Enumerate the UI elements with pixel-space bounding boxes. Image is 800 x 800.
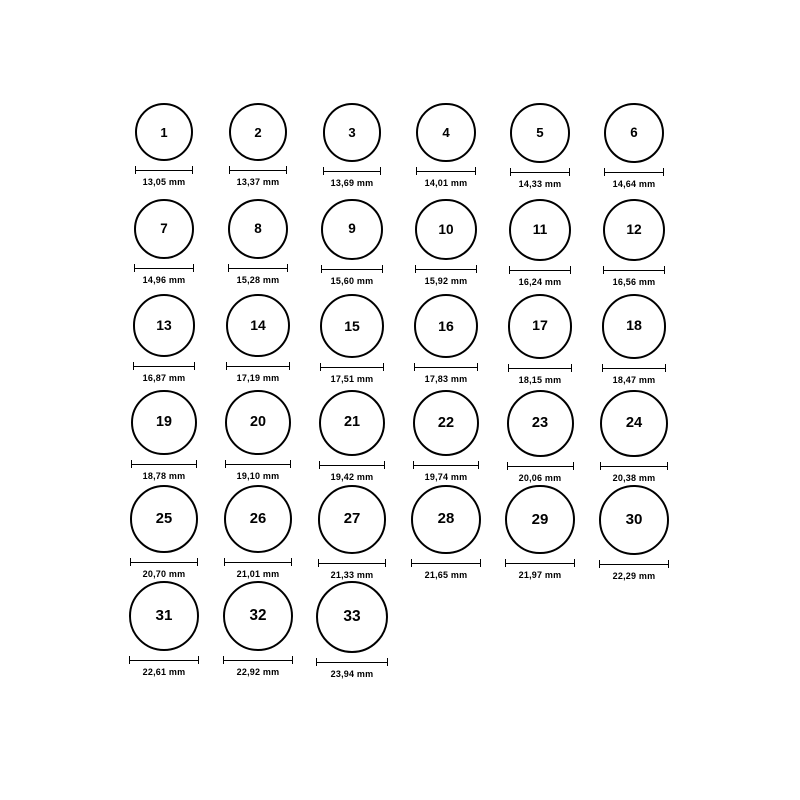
dimension-cap-right [665, 364, 666, 372]
ring-circle [508, 294, 573, 359]
dimension-line [415, 265, 477, 273]
dimension-line-bar [129, 660, 199, 661]
diameter-label: 17,19 mm [236, 373, 280, 384]
dimension-line-bar [133, 366, 196, 367]
dimension-line [225, 460, 291, 468]
dimension-cap-left [131, 460, 132, 468]
ring-size-item [589, 103, 679, 189]
dimension-cap-right [383, 363, 384, 371]
ring-circle [510, 103, 570, 163]
dimension-cap-left [316, 658, 317, 666]
dimension-line-bar [130, 562, 198, 563]
dimension-cap-left [133, 362, 134, 370]
ring-circle [229, 103, 287, 161]
ring-size-item [495, 485, 585, 580]
dimension-line-bar [226, 366, 289, 367]
dimension-cap-left [602, 364, 603, 372]
ring-circle [129, 581, 199, 651]
dimension-cap-right [194, 362, 195, 370]
dimension-line [321, 265, 382, 273]
ring-size-item [119, 103, 209, 187]
diameter-label: 21,01 mm [236, 569, 280, 580]
dimension-line [509, 266, 571, 274]
ring-circle [414, 294, 478, 358]
ring-circle [415, 199, 477, 261]
dimension-cap-left [413, 461, 414, 469]
dimension-cap-right [667, 462, 668, 470]
dimension-cap-right [385, 559, 386, 567]
dimension-line-bar [603, 270, 666, 271]
diameter-label: 20,70 mm [142, 568, 186, 579]
dimension-cap-right [290, 460, 291, 468]
dimension-line-bar [316, 662, 388, 663]
diameter-label: 16,87 mm [142, 372, 186, 383]
diameter-label: 17,83 mm [424, 374, 468, 385]
ring-circle [133, 294, 196, 357]
ring-size-number: 25 [155, 510, 173, 527]
dimension-line [316, 658, 388, 666]
dimension-cap-right [574, 559, 575, 567]
dimension-line [229, 166, 287, 174]
dimension-cap-left [411, 559, 412, 567]
diameter-label: 20,06 mm [518, 472, 562, 483]
ring-size-number: 29 [531, 511, 549, 529]
dimension-line [507, 462, 574, 470]
diameter-label: 22,61 mm [142, 666, 186, 677]
dimension-line-bar [321, 269, 382, 270]
dimension-cap-left [600, 462, 601, 470]
dimension-line-bar [599, 564, 669, 565]
diameter-label: 15,92 mm [424, 276, 468, 287]
ring-size-number: 10 [438, 221, 454, 237]
ring-size-item [307, 581, 397, 679]
dimension-cap-right [571, 364, 572, 372]
dimension-line [318, 559, 387, 567]
dimension-line-bar [323, 171, 382, 172]
ring-circle [604, 103, 664, 163]
ring-size-number: 4 [442, 125, 450, 140]
diameter-label: 19,74 mm [424, 472, 468, 483]
ring-circle [320, 294, 384, 358]
dimension-line [226, 362, 289, 370]
ring-size-number: 23 [531, 414, 549, 431]
dimension-cap-right [664, 266, 665, 274]
dimension-cap-right [384, 461, 385, 469]
dimension-line [414, 363, 478, 371]
ring-size-number: 12 [626, 221, 642, 237]
ring-size-number: 5 [536, 125, 544, 141]
dimension-cap-left [229, 166, 230, 174]
dimension-cap-right [287, 264, 288, 272]
dimension-cap-left [604, 168, 605, 176]
ring-size-item [307, 485, 397, 580]
dimension-cap-right [292, 656, 293, 664]
ring-size-item [401, 485, 491, 580]
ring-size-item [495, 103, 585, 189]
dimension-cap-right [668, 560, 669, 568]
dimension-cap-right [480, 559, 481, 567]
ring-circle [321, 199, 382, 260]
ring-size-item [589, 485, 679, 581]
dimension-cap-left [135, 166, 136, 174]
ring-circle [318, 485, 387, 554]
ring-circle [413, 390, 480, 457]
dimension-cap-right [475, 167, 476, 175]
dimension-line [319, 461, 385, 469]
ring-size-item [213, 294, 303, 383]
ring-circle [319, 390, 385, 456]
ring-size-number: 14 [250, 316, 266, 333]
ring-size-item [119, 581, 209, 677]
ring-circle [599, 485, 669, 555]
diameter-label: 15,28 mm [236, 275, 280, 286]
dimension-cap-right [663, 168, 664, 176]
dimension-line [505, 559, 574, 567]
dimension-cap-left [321, 265, 322, 273]
ring-size-number: 20 [249, 414, 266, 431]
dimension-cap-right [286, 166, 287, 174]
dimension-cap-left [319, 461, 320, 469]
dimension-cap-left [225, 460, 226, 468]
ring-circle [224, 485, 292, 553]
ring-size-item [213, 390, 303, 482]
ring-size-number: 17 [532, 318, 548, 335]
ring-circle [226, 294, 289, 357]
dimension-cap-right [289, 362, 290, 370]
diameter-label: 21,65 mm [424, 570, 468, 581]
ring-size-item [495, 199, 585, 287]
diameter-label: 14,01 mm [424, 178, 468, 189]
dimension-line [131, 460, 196, 468]
dimension-line-bar [416, 171, 475, 172]
dimension-line-bar [415, 269, 477, 270]
dimension-line-bar [225, 464, 291, 465]
ring-size-number: 30 [625, 511, 643, 529]
ring-size-item [213, 581, 303, 678]
ring-size-number: 6 [630, 125, 638, 141]
diameter-label: 22,29 mm [612, 570, 656, 581]
diameter-label: 13,37 mm [236, 177, 280, 188]
dimension-line-bar [507, 466, 574, 467]
ring-size-item [307, 199, 397, 286]
dimension-cap-left [599, 560, 600, 568]
ring-circle [223, 581, 294, 652]
ring-size-number: 16 [438, 318, 454, 335]
dimension-line [320, 363, 384, 371]
diameter-label: 17,51 mm [330, 373, 374, 384]
ring-size-item [401, 390, 491, 483]
dimension-line-bar [320, 367, 384, 368]
dimension-cap-right [477, 363, 478, 371]
ring-circle [130, 485, 198, 553]
dimension-line-bar [223, 660, 294, 661]
diameter-label: 13,69 mm [330, 177, 374, 188]
dimension-cap-left [507, 462, 508, 470]
dimension-line-bar [604, 172, 664, 173]
ring-size-item [589, 390, 679, 483]
diameter-label: 22,92 mm [236, 667, 280, 678]
ring-size-number: 22 [437, 414, 455, 431]
dimension-line [133, 362, 196, 370]
ring-size-number: 19 [156, 414, 172, 431]
dimension-cap-right [192, 166, 193, 174]
diameter-label: 21,97 mm [518, 570, 562, 581]
dimension-cap-left [224, 558, 225, 566]
dimension-line [508, 364, 573, 372]
ring-size-number: 2 [254, 124, 262, 140]
ring-circle [135, 103, 193, 161]
ring-size-number: 9 [348, 221, 356, 237]
ring-size-number: 21 [343, 414, 361, 431]
diameter-label: 20,38 mm [612, 472, 656, 483]
diameter-label: 16,24 mm [518, 276, 562, 287]
ring-size-item [307, 390, 397, 482]
dimension-line-bar [411, 563, 480, 564]
ring-size-number: 8 [254, 221, 262, 237]
dimension-cap-left [505, 559, 506, 567]
dimension-cap-right [291, 558, 292, 566]
ring-circle [603, 199, 666, 262]
dimension-cap-right [573, 462, 574, 470]
dimension-cap-left [510, 168, 511, 176]
dimension-cap-right [198, 656, 199, 664]
dimension-cap-left [129, 656, 130, 664]
ring-size-number: 32 [249, 607, 267, 625]
dimension-line-bar [510, 172, 570, 173]
dimension-line-bar [509, 270, 571, 271]
dimension-cap-right [570, 266, 571, 274]
ring-size-item [589, 199, 679, 288]
diameter-label: 15,60 mm [330, 275, 374, 286]
dimension-cap-left [318, 559, 319, 567]
dimension-line-bar [413, 465, 480, 466]
ring-size-item [119, 199, 209, 285]
dimension-cap-left [223, 656, 224, 664]
dimension-cap-right [478, 461, 479, 469]
dimension-line [130, 558, 198, 566]
dimension-cap-left [508, 364, 509, 372]
diameter-label: 18,47 mm [612, 374, 656, 385]
dimension-line-bar [414, 367, 478, 368]
ring-size-item [213, 199, 303, 286]
dimension-line [134, 264, 194, 272]
dimension-cap-left [415, 265, 416, 273]
dimension-cap-right [382, 265, 383, 273]
ring-size-item [401, 199, 491, 287]
dimension-cap-left [323, 167, 324, 175]
ring-size-number: 13 [156, 316, 172, 333]
ring-size-item [307, 294, 397, 384]
dimension-cap-right [193, 264, 194, 272]
ring-circle [316, 581, 388, 653]
diameter-label: 14,96 mm [142, 274, 186, 285]
dimension-line-bar [229, 170, 287, 171]
ring-size-number: 33 [343, 607, 361, 625]
ring-size-item [213, 485, 303, 579]
ring-circle [416, 103, 475, 162]
ring-size-item [495, 294, 585, 385]
ring-size-item [589, 294, 679, 385]
ring-circle [602, 294, 667, 359]
diameter-label: 18,15 mm [518, 374, 562, 385]
dimension-line [224, 558, 292, 566]
dimension-cap-right [197, 558, 198, 566]
ring-circle [228, 199, 289, 260]
dimension-line-bar [505, 563, 574, 564]
dimension-line-bar [135, 170, 193, 171]
ring-size-number: 18 [626, 318, 642, 335]
dimension-cap-left [226, 362, 227, 370]
dimension-cap-left [134, 264, 135, 272]
dimension-cap-left [416, 167, 417, 175]
dimension-cap-right [569, 168, 570, 176]
dimension-line [510, 168, 570, 176]
dimension-cap-left [228, 264, 229, 272]
dimension-line [413, 461, 480, 469]
ring-size-item [401, 294, 491, 384]
ring-circle [505, 485, 574, 554]
dimension-line [411, 559, 480, 567]
ring-circle [509, 199, 571, 261]
diameter-label: 21,33 mm [330, 569, 374, 580]
dimension-cap-left [320, 363, 321, 371]
dimension-line-bar [224, 562, 292, 563]
dimension-line-bar [318, 563, 387, 564]
dimension-line-bar [602, 368, 667, 369]
dimension-line-bar [131, 464, 196, 465]
dimension-line-bar [319, 465, 385, 466]
dimension-line-bar [228, 268, 289, 269]
ring-size-number: 27 [343, 510, 361, 527]
ring-size-item [213, 103, 303, 187]
ring-size-number: 24 [625, 414, 643, 431]
ring-size-number: 26 [249, 510, 267, 527]
dimension-cap-right [196, 460, 197, 468]
ring-size-item [119, 294, 209, 383]
ring-circle [600, 390, 667, 457]
dimension-cap-right [380, 167, 381, 175]
dimension-line [228, 264, 289, 272]
diameter-label: 16,56 mm [612, 277, 656, 287]
ring-size-number: 28 [437, 510, 455, 528]
dimension-line [129, 656, 199, 664]
ring-circle [134, 199, 194, 259]
ring-circle [225, 390, 291, 456]
ring-circle [507, 390, 574, 457]
dimension-cap-left [603, 266, 604, 274]
dimension-line [602, 364, 667, 372]
dimension-line [223, 656, 294, 664]
dimension-line [135, 166, 193, 174]
ring-size-number: 1 [160, 124, 168, 140]
diameter-label: 14,64 mm [612, 179, 656, 190]
dimension-line-bar [134, 268, 194, 269]
diameter-label: 18,78 mm [142, 470, 186, 481]
diameter-label: 19,10 mm [236, 471, 280, 482]
dimension-cap-right [387, 658, 388, 666]
ring-size-number: 15 [344, 317, 360, 334]
ring-size-item [401, 103, 491, 188]
ring-size-number: 3 [348, 124, 356, 140]
ring-size-number: 31 [155, 607, 173, 625]
dimension-cap-left [509, 266, 510, 274]
dimension-line [323, 167, 382, 175]
dimension-line [416, 167, 475, 175]
dimension-line [603, 266, 666, 274]
diameter-label: 14,33 mm [518, 178, 562, 189]
dimension-line [600, 462, 667, 470]
ring-circle [131, 390, 196, 455]
ring-circle [411, 485, 480, 554]
dimension-cap-left [130, 558, 131, 566]
dimension-cap-right [476, 265, 477, 273]
ring-size-number: 11 [532, 221, 548, 237]
ring-size-item [307, 103, 397, 188]
ring-circle [323, 103, 382, 162]
ring-size-item [119, 390, 209, 481]
diameter-label: 13,05 mm [142, 177, 186, 187]
ring-size-number: 7 [160, 221, 168, 236]
ring-size-item [119, 485, 209, 579]
diameter-label: 19,42 mm [330, 471, 374, 482]
ring-size-item [495, 390, 585, 483]
dimension-line-bar [600, 466, 667, 467]
dimension-line [599, 560, 669, 568]
dimension-cap-left [414, 363, 415, 371]
dimension-line [604, 168, 664, 176]
dimension-line-bar [508, 368, 573, 369]
diameter-label: 23,94 mm [330, 668, 374, 679]
